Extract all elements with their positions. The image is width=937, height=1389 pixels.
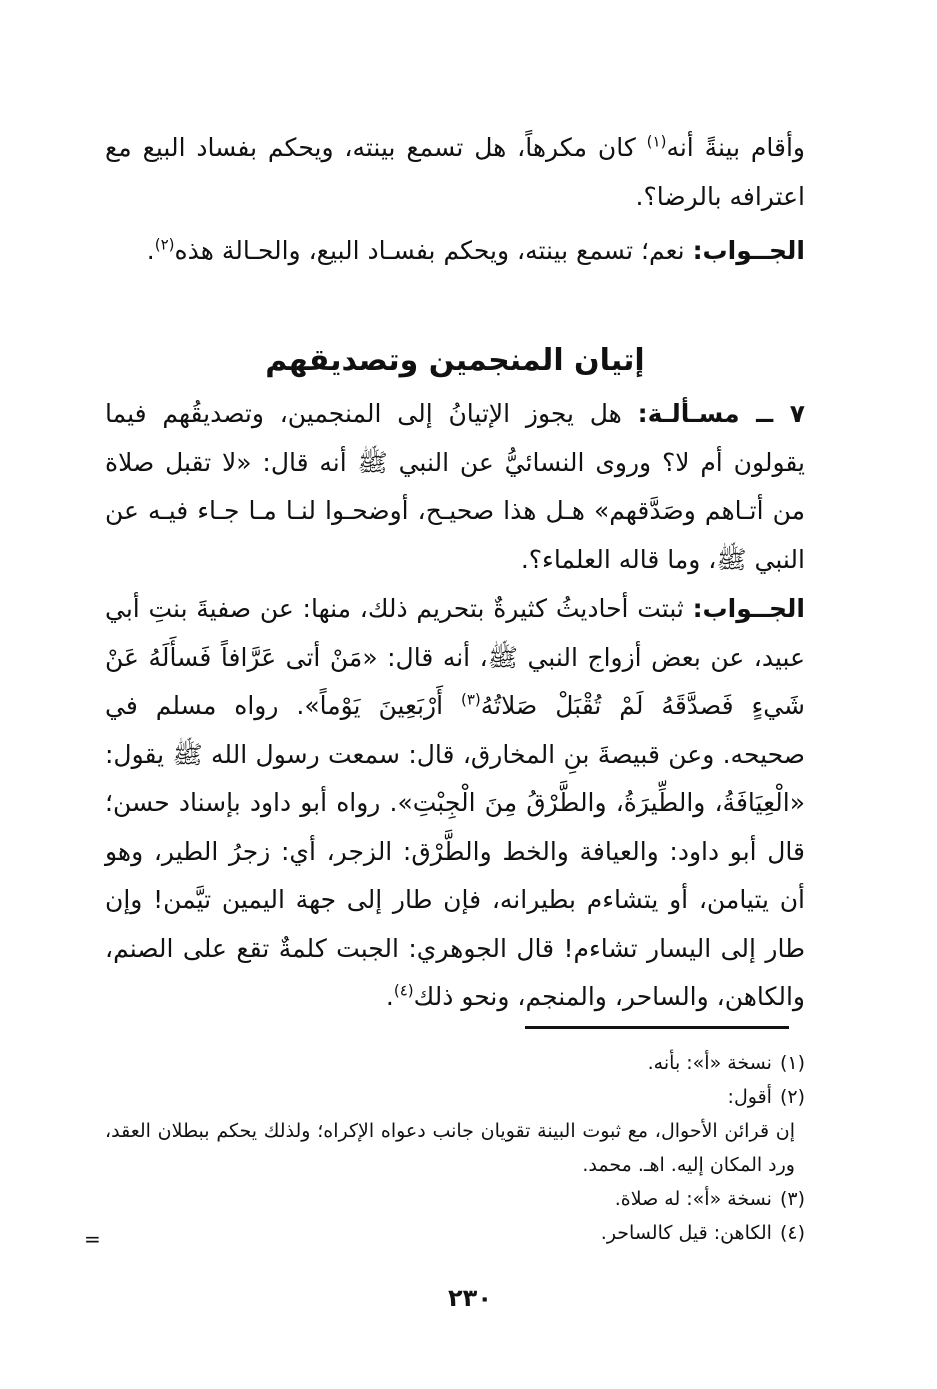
- footnote-3: [105, 1182, 805, 1216]
- paragraph-answer-1: [105, 227, 805, 276]
- p2-text-a: نعم؛ تسمع بينته، ويحكم بفسـاد البيع، والحـالة هذه: [174, 236, 693, 265]
- paragraph-question-7: [105, 390, 805, 584]
- paragraph-question-continuation: [105, 124, 805, 221]
- footnote-separator: [525, 1026, 789, 1029]
- footnote-1: [105, 1046, 805, 1080]
- footnote-ref-2: (٢): [154, 235, 175, 254]
- answer-label-2: الجــواب:: [692, 594, 805, 623]
- footnote-3-number: (٣): [779, 1188, 805, 1210]
- footnote-3-text: نسخة «أ»: له صلاة.: [614, 1188, 772, 1210]
- p4-text-c: .: [385, 982, 394, 1011]
- p4-text-a: ثبتت أحاديثُ كثيرةٌ بتحريم ذلك، منها: عن صفيةَ بنتِ أبي عبيد، عن بعض أزواج النبي ﷺ، أنه قال: «مَنْ أتى عَرَّافاً فَسأَلَهُ عَنْ شَيءٍ فَصدَّقَهُ لَمْ تُقْبَلْ صَلاتُهُ: [105, 594, 806, 720]
- footnote-1-number: (١): [779, 1052, 805, 1074]
- section-heading: إتيان المنجمين وتصديقهم: [265, 343, 645, 378]
- footnote-2-number: (٢): [779, 1086, 805, 1108]
- footnote-ref-1: (١): [646, 132, 667, 151]
- p1-text-a: وأقام بينةً أنه: [666, 133, 805, 162]
- footnote-1-text: نسخة «أ»: بأنه.: [647, 1052, 772, 1074]
- answer-label: الجــواب:: [692, 236, 805, 265]
- footnote-ref-4: (٤): [393, 981, 414, 1000]
- p1-text-b: كان مكرهاً، هل تسمع بينته، ويحكم بفساد البيع مع اعترافه بالرضا؟.: [105, 133, 805, 211]
- footnote-2-body: إن قرائن الأحوال، مع ثبوت البينة تقويان جانب دعواه الإكراه؛ ولذلك يحكم ببطلان العقد، ورد المكان إليه. اهـ. محمد.: [105, 1120, 795, 1176]
- paragraph-answer-2: [105, 585, 805, 1022]
- footnotes: [105, 1046, 805, 1250]
- p3-text: هل يجوز الإتيانُ إلى المنجمين، وتصديقُهم فيما يقولون أم لا؟ وروى النسائيُّ عن النبي ﷺ أنه قال: «لا تقبل صلاة من أتـاهم وصَدَّقهم» هـل هذا صحيـح، أوضحـوا لنـا مـا جـاء فيـه عن النبي ﷺ، وما قاله العلماء؟.: [105, 399, 805, 574]
- margin-mark: =: [84, 1227, 101, 1251]
- footnote-ref-3: (٣): [461, 690, 481, 709]
- footnote-4: [105, 1216, 805, 1250]
- footnote-4-number: (٤): [779, 1222, 805, 1244]
- footnote-2: [105, 1080, 805, 1114]
- page-number: ٢٣٠: [448, 1284, 492, 1312]
- question-label: ٧ ــ مسـألـة:: [637, 399, 805, 428]
- p2-text-b: .: [146, 236, 155, 265]
- p4-text-b: أَرْبَعِينَ يَوْماً». رواه مسلم في صحيحه. وعن قبيصةَ بنِ المخارق، قال: سمعت رسول الله ﷺ يقول: «الْعِيَافَةُ، والطِّيرَةُ، والطَّرْقُ مِنَ الْجِبْتِ». رواه أبو داود بإسناد حسن؛ قال أبو داود: والعيافة والخط والطَّرْق: الزجر، أي: زجرُ الطير، وهو أن يتيامن، أو يتشاءم بطيرانه، فإن طار إلى جهة اليمين تيَّمن! وإن طار إلى اليسار تشاءم! قال الجوهري: الجبت كلمةٌ تقع على الصنم، والكاهن، والساحر، والمنجم، ونحو ذلك: [105, 691, 805, 1011]
- footnote-2-text: أقول:: [727, 1086, 772, 1108]
- footnote-4-text: الكاهن: قيل كالساحر.: [600, 1222, 772, 1244]
